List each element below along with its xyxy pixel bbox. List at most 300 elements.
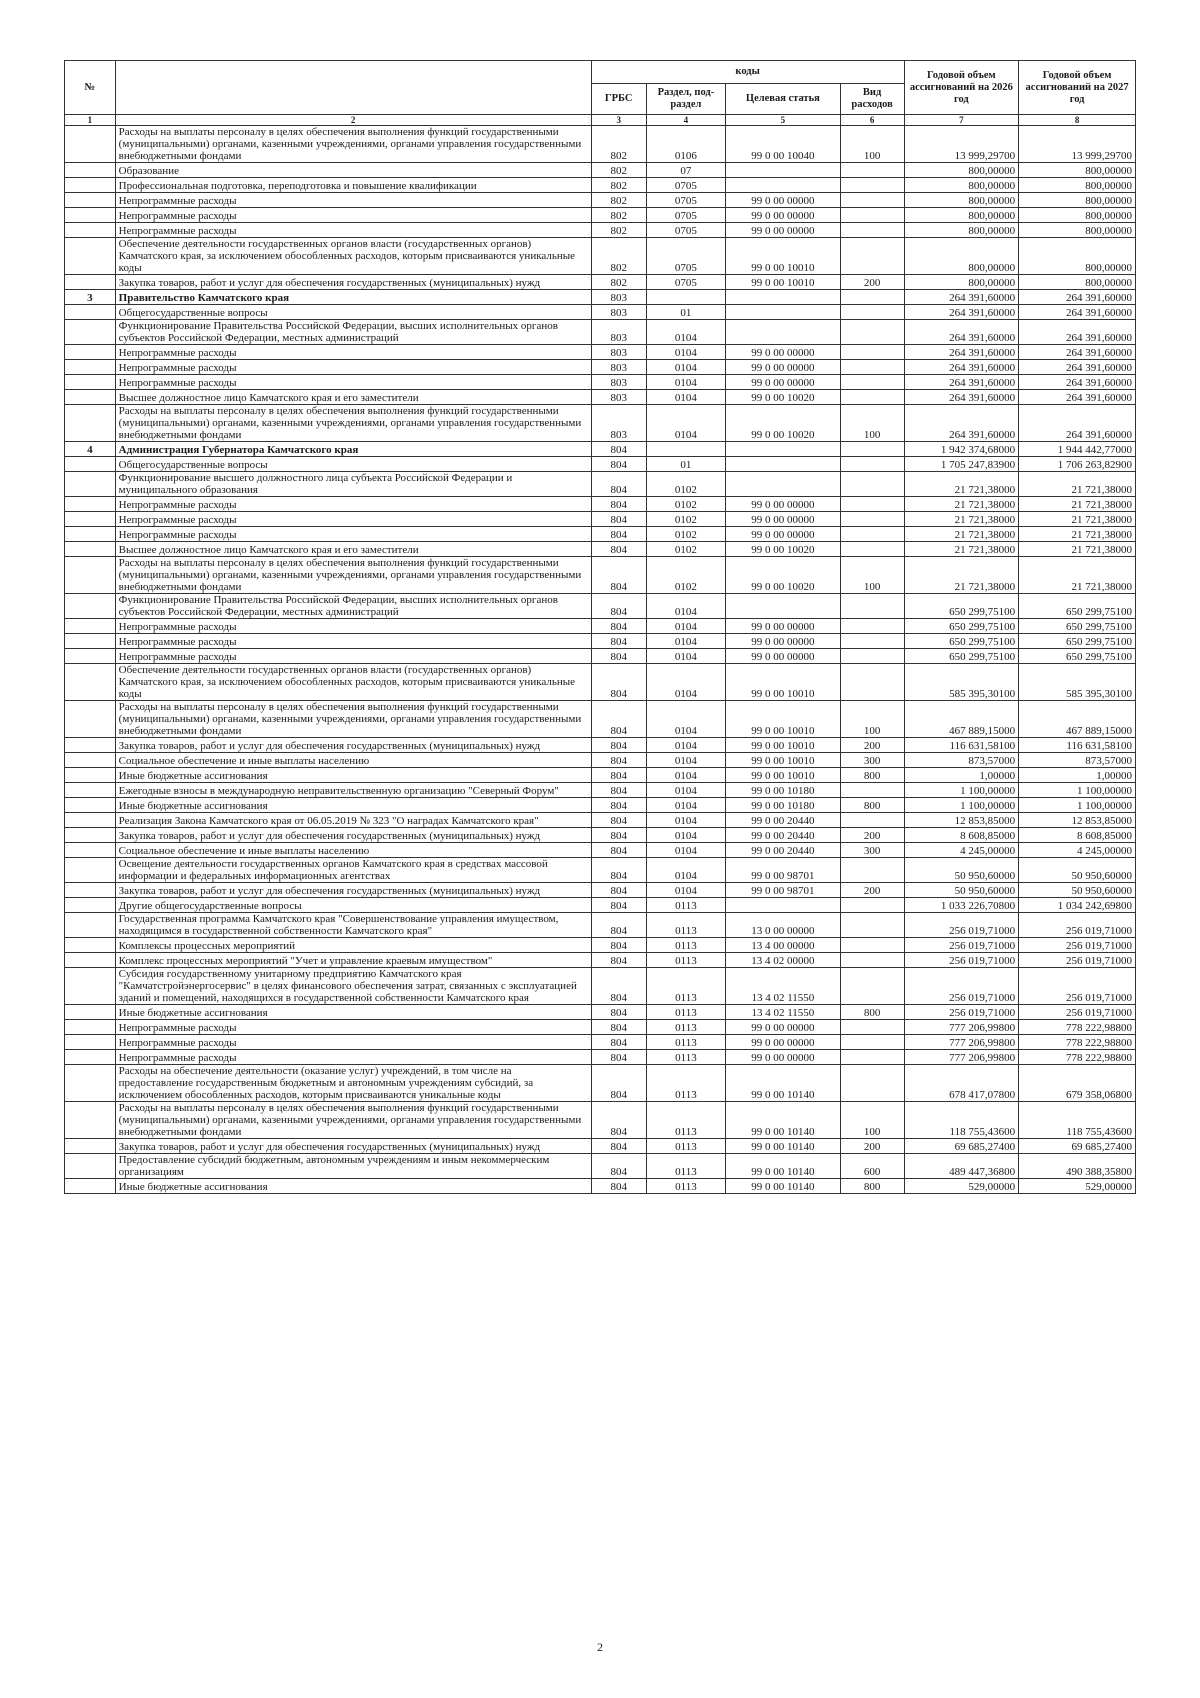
row-volume-2027: 800,00000 bbox=[1019, 178, 1136, 193]
row-grbs: 804 bbox=[591, 828, 646, 843]
row-grbs: 803 bbox=[591, 375, 646, 390]
row-expense-type bbox=[840, 1065, 904, 1102]
row-grbs: 802 bbox=[591, 163, 646, 178]
row-section: 0113 bbox=[646, 1005, 725, 1020]
row-name: Иные бюджетные ассигнования bbox=[115, 798, 591, 813]
row-target: 99 0 00 00000 bbox=[726, 375, 841, 390]
row-expense-type bbox=[840, 290, 904, 305]
row-volume-2027: 800,00000 bbox=[1019, 238, 1136, 275]
row-volume-2026: 21 721,38000 bbox=[904, 472, 1019, 497]
row-volume-2026: 256 019,71000 bbox=[904, 968, 1019, 1005]
table-row bbox=[65, 738, 1136, 753]
row-name: Закупка товаров, работ и услуг для обеспечения государственных (муниципальных) нужд bbox=[115, 1139, 591, 1154]
table-row bbox=[65, 968, 1136, 1005]
row-number bbox=[65, 345, 116, 360]
row-volume-2026: 69 685,27400 bbox=[904, 1139, 1019, 1154]
row-expense-type bbox=[840, 953, 904, 968]
row-expense-type bbox=[840, 457, 904, 472]
row-target: 99 0 00 00000 bbox=[726, 527, 841, 542]
row-target: 99 0 00 20440 bbox=[726, 813, 841, 828]
row-volume-2026: 529,00000 bbox=[904, 1179, 1019, 1194]
table-row bbox=[65, 1020, 1136, 1035]
row-target bbox=[726, 178, 841, 193]
row-grbs: 804 bbox=[591, 442, 646, 457]
column-number: 2 bbox=[115, 115, 591, 126]
row-number bbox=[65, 701, 116, 738]
row-section: 0113 bbox=[646, 953, 725, 968]
table-row bbox=[65, 883, 1136, 898]
row-grbs: 804 bbox=[591, 594, 646, 619]
row-expense-type: 300 bbox=[840, 843, 904, 858]
row-target bbox=[726, 320, 841, 345]
table-row bbox=[65, 898, 1136, 913]
row-target: 99 0 00 00000 bbox=[726, 1020, 841, 1035]
row-expense-type: 200 bbox=[840, 275, 904, 290]
row-expense-type bbox=[840, 813, 904, 828]
row-number bbox=[65, 594, 116, 619]
row-volume-2027: 264 391,60000 bbox=[1019, 320, 1136, 345]
row-name: Обеспечение деятельности государственных органов власти (государственных органов) Камчатского края, за исключением обособленных расходов, которым присваиваются уникальные коды bbox=[115, 664, 591, 701]
column-number: 3 bbox=[591, 115, 646, 126]
row-section: 0104 bbox=[646, 883, 725, 898]
row-expense-type bbox=[840, 649, 904, 664]
row-name: Непрограммные расходы bbox=[115, 512, 591, 527]
row-grbs: 804 bbox=[591, 843, 646, 858]
row-expense-type bbox=[840, 542, 904, 557]
row-number bbox=[65, 275, 116, 290]
row-volume-2026: 264 391,60000 bbox=[904, 320, 1019, 345]
row-number bbox=[65, 1139, 116, 1154]
row-target: 99 0 00 10010 bbox=[726, 275, 841, 290]
row-name: Непрограммные расходы bbox=[115, 497, 591, 512]
row-volume-2027: 21 721,38000 bbox=[1019, 527, 1136, 542]
row-name: Иные бюджетные ассигнования bbox=[115, 1005, 591, 1020]
row-section: 0104 bbox=[646, 738, 725, 753]
column-number: 5 bbox=[726, 115, 841, 126]
column-number: 6 bbox=[840, 115, 904, 126]
row-name: Другие общегосударственные вопросы bbox=[115, 898, 591, 913]
row-grbs: 802 bbox=[591, 275, 646, 290]
row-grbs: 802 bbox=[591, 238, 646, 275]
row-volume-2027: 256 019,71000 bbox=[1019, 1005, 1136, 1020]
header-volume-2026: Годовой объем ассигнований на 2026 год bbox=[904, 61, 1019, 115]
row-target: 13 0 00 00000 bbox=[726, 913, 841, 938]
page-number: 2 bbox=[597, 1640, 603, 1654]
row-volume-2026: 1 033 226,70800 bbox=[904, 898, 1019, 913]
row-target: 99 0 00 10010 bbox=[726, 238, 841, 275]
table-row bbox=[65, 594, 1136, 619]
row-section: 0113 bbox=[646, 1050, 725, 1065]
row-volume-2027: 467 889,15000 bbox=[1019, 701, 1136, 738]
row-expense-type: 100 bbox=[840, 405, 904, 442]
row-volume-2027: 1,00000 bbox=[1019, 768, 1136, 783]
row-volume-2026: 489 447,36800 bbox=[904, 1154, 1019, 1179]
row-volume-2027: 778 222,98800 bbox=[1019, 1035, 1136, 1050]
row-name: Освещение деятельности государственных органов Камчатского края в средствах массовой информации и федеральных информационных агентствах bbox=[115, 858, 591, 883]
table-row bbox=[65, 275, 1136, 290]
table-row bbox=[65, 1050, 1136, 1065]
table-row bbox=[65, 223, 1136, 238]
row-number bbox=[65, 360, 116, 375]
table-row bbox=[65, 843, 1136, 858]
row-volume-2027: 21 721,38000 bbox=[1019, 542, 1136, 557]
row-grbs: 804 bbox=[591, 883, 646, 898]
row-target: 13 4 02 11550 bbox=[726, 968, 841, 1005]
row-volume-2026: 21 721,38000 bbox=[904, 512, 1019, 527]
row-expense-type bbox=[840, 472, 904, 497]
row-volume-2026: 777 206,99800 bbox=[904, 1020, 1019, 1035]
header-target: Целевая статья bbox=[726, 84, 841, 115]
row-expense-type bbox=[840, 858, 904, 883]
budget-allocation-table bbox=[64, 60, 1136, 1194]
row-volume-2027: 873,57000 bbox=[1019, 753, 1136, 768]
row-number bbox=[65, 913, 116, 938]
table-row bbox=[65, 634, 1136, 649]
row-section: 0102 bbox=[646, 527, 725, 542]
row-name: Правительство Камчатского края bbox=[115, 290, 591, 305]
row-name: Комплекс процессных мероприятий "Учет и управление краевым имуществом" bbox=[115, 953, 591, 968]
row-volume-2027: 264 391,60000 bbox=[1019, 305, 1136, 320]
row-number bbox=[65, 953, 116, 968]
row-number bbox=[65, 843, 116, 858]
row-number bbox=[65, 405, 116, 442]
row-number bbox=[65, 798, 116, 813]
row-volume-2026: 264 391,60000 bbox=[904, 360, 1019, 375]
row-volume-2026: 116 631,58100 bbox=[904, 738, 1019, 753]
row-volume-2026: 21 721,38000 bbox=[904, 542, 1019, 557]
row-volume-2027: 264 391,60000 bbox=[1019, 290, 1136, 305]
row-expense-type bbox=[840, 1020, 904, 1035]
row-section: 0705 bbox=[646, 275, 725, 290]
row-expense-type: 100 bbox=[840, 557, 904, 594]
row-volume-2027: 1 706 263,82900 bbox=[1019, 457, 1136, 472]
table-row bbox=[65, 798, 1136, 813]
row-expense-type: 800 bbox=[840, 768, 904, 783]
row-section: 0104 bbox=[646, 768, 725, 783]
row-number bbox=[65, 1154, 116, 1179]
row-target: 99 0 00 10140 bbox=[726, 1179, 841, 1194]
row-grbs: 804 bbox=[591, 527, 646, 542]
row-grbs: 804 bbox=[591, 542, 646, 557]
row-volume-2026: 1 100,00000 bbox=[904, 798, 1019, 813]
row-name: Иные бюджетные ассигнования bbox=[115, 768, 591, 783]
row-expense-type bbox=[840, 375, 904, 390]
row-target: 99 0 00 00000 bbox=[726, 223, 841, 238]
row-target: 99 0 00 10020 bbox=[726, 390, 841, 405]
header-number: № bbox=[65, 61, 116, 115]
row-number bbox=[65, 193, 116, 208]
row-volume-2026: 50 950,60000 bbox=[904, 883, 1019, 898]
row-name: Образование bbox=[115, 163, 591, 178]
row-volume-2026: 256 019,71000 bbox=[904, 938, 1019, 953]
row-expense-type: 200 bbox=[840, 883, 904, 898]
row-grbs: 804 bbox=[591, 753, 646, 768]
row-number bbox=[65, 1035, 116, 1050]
row-volume-2026: 800,00000 bbox=[904, 238, 1019, 275]
column-number: 4 bbox=[646, 115, 725, 126]
row-section: 0104 bbox=[646, 843, 725, 858]
table-row bbox=[65, 290, 1136, 305]
row-grbs: 804 bbox=[591, 1005, 646, 1020]
row-section: 0104 bbox=[646, 360, 725, 375]
column-number: 1 bbox=[65, 115, 116, 126]
row-name: Расходы на выплаты персоналу в целях обеспечения выполнения функций государственными (муниципальными) органами, казенными учреждениями, органами управления государственными внебюджетными фондами bbox=[115, 126, 591, 163]
row-number bbox=[65, 649, 116, 664]
row-volume-2026: 8 608,85000 bbox=[904, 828, 1019, 843]
row-grbs: 804 bbox=[591, 913, 646, 938]
row-volume-2027: 800,00000 bbox=[1019, 163, 1136, 178]
row-name: Предоставление субсидий бюджетным, автономным учреждениям и иным некоммерческим организациям bbox=[115, 1154, 591, 1179]
row-section bbox=[646, 290, 725, 305]
row-volume-2027: 118 755,43600 bbox=[1019, 1102, 1136, 1139]
row-name: Закупка товаров, работ и услуг для обеспечения государственных (муниципальных) нужд bbox=[115, 883, 591, 898]
row-name: Комплексы процессных мероприятий bbox=[115, 938, 591, 953]
row-name: Функционирование Правительства Российской Федерации, высших исполнительных органов субъектов Российской Федерации, местных администраций bbox=[115, 320, 591, 345]
row-target: 99 0 00 10010 bbox=[726, 701, 841, 738]
row-section: 0102 bbox=[646, 557, 725, 594]
row-section: 0113 bbox=[646, 898, 725, 913]
row-number bbox=[65, 390, 116, 405]
row-name: Общегосударственные вопросы bbox=[115, 305, 591, 320]
row-volume-2027: 778 222,98800 bbox=[1019, 1020, 1136, 1035]
table-row bbox=[65, 442, 1136, 457]
row-grbs: 804 bbox=[591, 1179, 646, 1194]
row-number bbox=[65, 634, 116, 649]
row-target: 99 0 00 00000 bbox=[726, 512, 841, 527]
row-expense-type: 100 bbox=[840, 701, 904, 738]
row-name: Высшее должностное лицо Камчатского края и его заместители bbox=[115, 390, 591, 405]
row-volume-2027: 1 034 242,69800 bbox=[1019, 898, 1136, 913]
table-row bbox=[65, 813, 1136, 828]
row-grbs: 803 bbox=[591, 320, 646, 345]
row-number bbox=[65, 783, 116, 798]
row-grbs: 804 bbox=[591, 798, 646, 813]
row-volume-2027: 21 721,38000 bbox=[1019, 512, 1136, 527]
header-expense-type: Вид расходов bbox=[840, 84, 904, 115]
row-target bbox=[726, 472, 841, 497]
row-target: 99 0 00 00000 bbox=[726, 619, 841, 634]
row-section: 0104 bbox=[646, 701, 725, 738]
table-row bbox=[65, 238, 1136, 275]
row-expense-type: 800 bbox=[840, 1005, 904, 1020]
row-volume-2026: 800,00000 bbox=[904, 208, 1019, 223]
row-section: 0106 bbox=[646, 126, 725, 163]
row-expense-type bbox=[840, 783, 904, 798]
row-section: 0102 bbox=[646, 472, 725, 497]
row-section: 0104 bbox=[646, 375, 725, 390]
row-section: 0104 bbox=[646, 634, 725, 649]
row-volume-2027: 650 299,75100 bbox=[1019, 634, 1136, 649]
table-row bbox=[65, 320, 1136, 345]
row-expense-type bbox=[840, 898, 904, 913]
row-section: 0113 bbox=[646, 938, 725, 953]
row-target: 99 0 00 10180 bbox=[726, 798, 841, 813]
row-number bbox=[65, 238, 116, 275]
row-volume-2026: 467 889,15000 bbox=[904, 701, 1019, 738]
row-target: 99 0 00 00000 bbox=[726, 649, 841, 664]
row-number bbox=[65, 664, 116, 701]
table-row bbox=[65, 1139, 1136, 1154]
row-expense-type bbox=[840, 634, 904, 649]
table-row bbox=[65, 828, 1136, 843]
row-number bbox=[65, 898, 116, 913]
row-volume-2027: 256 019,71000 bbox=[1019, 913, 1136, 938]
row-target: 13 4 02 11550 bbox=[726, 1005, 841, 1020]
row-target: 99 0 00 10010 bbox=[726, 753, 841, 768]
budget-table-sheet bbox=[64, 60, 1136, 1194]
row-number bbox=[65, 1050, 116, 1065]
row-target: 99 0 00 10010 bbox=[726, 664, 841, 701]
row-section: 0104 bbox=[646, 783, 725, 798]
row-volume-2027: 264 391,60000 bbox=[1019, 390, 1136, 405]
row-section: 0705 bbox=[646, 223, 725, 238]
row-name: Расходы на обеспечение деятельности (оказание услуг) учреждений, в том числе на предоставление государственным бюджетным и автономным учреждениям субсидий, за исключением обособленных расходов, которым присваиваются уникальные коды bbox=[115, 1065, 591, 1102]
row-expense-type bbox=[840, 390, 904, 405]
table-row bbox=[65, 953, 1136, 968]
row-volume-2027: 256 019,71000 bbox=[1019, 938, 1136, 953]
row-name: Высшее должностное лицо Камчатского края и его заместители bbox=[115, 542, 591, 557]
table-row bbox=[65, 1102, 1136, 1139]
row-expense-type: 100 bbox=[840, 126, 904, 163]
row-number bbox=[65, 753, 116, 768]
row-volume-2027: 679 358,06800 bbox=[1019, 1065, 1136, 1102]
row-name: Государственная программа Камчатского края "Совершенствование управления имуществом, находящимся в государственной собственности Камчатского края" bbox=[115, 913, 591, 938]
row-expense-type bbox=[840, 238, 904, 275]
row-section: 0113 bbox=[646, 1065, 725, 1102]
row-section: 0705 bbox=[646, 208, 725, 223]
table-row bbox=[65, 542, 1136, 557]
row-name: Непрограммные расходы bbox=[115, 193, 591, 208]
row-grbs: 804 bbox=[591, 938, 646, 953]
row-grbs: 804 bbox=[591, 898, 646, 913]
row-target: 99 0 00 00000 bbox=[726, 345, 841, 360]
table-row bbox=[65, 649, 1136, 664]
row-volume-2026: 800,00000 bbox=[904, 223, 1019, 238]
row-number bbox=[65, 1102, 116, 1139]
row-name: Закупка товаров, работ и услуг для обеспечения государственных (муниципальных) нужд bbox=[115, 828, 591, 843]
row-grbs: 804 bbox=[591, 783, 646, 798]
row-number bbox=[65, 375, 116, 390]
row-name: Непрограммные расходы bbox=[115, 375, 591, 390]
row-name: Непрограммные расходы bbox=[115, 527, 591, 542]
row-volume-2027: 264 391,60000 bbox=[1019, 345, 1136, 360]
header-column-numbers bbox=[65, 115, 1136, 126]
row-volume-2026: 873,57000 bbox=[904, 753, 1019, 768]
row-name: Иные бюджетные ассигнования bbox=[115, 1179, 591, 1194]
row-volume-2027: 800,00000 bbox=[1019, 193, 1136, 208]
row-expense-type bbox=[840, 1050, 904, 1065]
row-number bbox=[65, 619, 116, 634]
row-section: 0104 bbox=[646, 813, 725, 828]
row-volume-2026: 21 721,38000 bbox=[904, 497, 1019, 512]
row-volume-2027: 264 391,60000 bbox=[1019, 375, 1136, 390]
header-grbs: ГРБС bbox=[591, 84, 646, 115]
row-volume-2026: 13 999,29700 bbox=[904, 126, 1019, 163]
header-codes: коды bbox=[591, 61, 904, 84]
table-row bbox=[65, 664, 1136, 701]
row-target bbox=[726, 305, 841, 320]
row-volume-2027: 264 391,60000 bbox=[1019, 405, 1136, 442]
table-row bbox=[65, 1005, 1136, 1020]
row-target: 99 0 00 10180 bbox=[726, 783, 841, 798]
row-expense-type: 100 bbox=[840, 1102, 904, 1139]
row-volume-2026: 256 019,71000 bbox=[904, 1005, 1019, 1020]
row-number bbox=[65, 968, 116, 1005]
table-row bbox=[65, 913, 1136, 938]
table-row bbox=[65, 1065, 1136, 1102]
row-volume-2027: 585 395,30100 bbox=[1019, 664, 1136, 701]
column-number: 7 bbox=[904, 115, 1019, 126]
table-row bbox=[65, 619, 1136, 634]
row-grbs: 802 bbox=[591, 193, 646, 208]
table-row bbox=[65, 208, 1136, 223]
row-grbs: 803 bbox=[591, 290, 646, 305]
table-row bbox=[65, 163, 1136, 178]
row-volume-2026: 264 391,60000 bbox=[904, 405, 1019, 442]
row-section: 0113 bbox=[646, 913, 725, 938]
row-volume-2027: 21 721,38000 bbox=[1019, 557, 1136, 594]
row-grbs: 804 bbox=[591, 619, 646, 634]
row-number bbox=[65, 813, 116, 828]
row-expense-type bbox=[840, 619, 904, 634]
row-section: 01 bbox=[646, 457, 725, 472]
row-expense-type: 300 bbox=[840, 753, 904, 768]
table-header bbox=[65, 61, 1136, 126]
row-grbs: 804 bbox=[591, 664, 646, 701]
row-number bbox=[65, 126, 116, 163]
row-section: 0113 bbox=[646, 1154, 725, 1179]
row-volume-2026: 264 391,60000 bbox=[904, 305, 1019, 320]
row-volume-2026: 800,00000 bbox=[904, 178, 1019, 193]
row-volume-2026: 650 299,75100 bbox=[904, 594, 1019, 619]
row-target bbox=[726, 898, 841, 913]
row-target bbox=[726, 442, 841, 457]
table-row bbox=[65, 1035, 1136, 1050]
row-name: Администрация Губернатора Камчатского края bbox=[115, 442, 591, 457]
row-grbs: 804 bbox=[591, 457, 646, 472]
row-target: 99 0 00 10020 bbox=[726, 557, 841, 594]
row-number: 3 bbox=[65, 290, 116, 305]
row-grbs: 804 bbox=[591, 1065, 646, 1102]
table-body bbox=[65, 126, 1136, 1194]
row-target: 99 0 00 00000 bbox=[726, 193, 841, 208]
row-volume-2026: 1,00000 bbox=[904, 768, 1019, 783]
row-expense-type bbox=[840, 968, 904, 1005]
row-number bbox=[65, 738, 116, 753]
row-name: Расходы на выплаты персоналу в целях обеспечения выполнения функций государственными (муниципальными) органами, казенными учреждениями, органами управления государственными внебюджетными фондами bbox=[115, 701, 591, 738]
row-volume-2027: 800,00000 bbox=[1019, 275, 1136, 290]
table-row bbox=[65, 768, 1136, 783]
row-number: 4 bbox=[65, 442, 116, 457]
row-grbs: 804 bbox=[591, 701, 646, 738]
row-grbs: 803 bbox=[591, 360, 646, 375]
row-number bbox=[65, 557, 116, 594]
row-name: Расходы на выплаты персоналу в целях обеспечения выполнения функций государственными (муниципальными) органами, казенными учреждениями, органами управления государственными внебюджетными фондами bbox=[115, 557, 591, 594]
row-grbs: 802 bbox=[591, 178, 646, 193]
row-section: 0113 bbox=[646, 1020, 725, 1035]
row-expense-type bbox=[840, 208, 904, 223]
row-name: Закупка товаров, работ и услуг для обеспечения государственных (муниципальных) нужд bbox=[115, 275, 591, 290]
row-volume-2026: 4 245,00000 bbox=[904, 843, 1019, 858]
row-grbs: 804 bbox=[591, 557, 646, 594]
row-section: 0104 bbox=[646, 664, 725, 701]
table-row bbox=[65, 527, 1136, 542]
header-name-blank bbox=[115, 61, 591, 115]
table-row bbox=[65, 178, 1136, 193]
row-target: 99 0 00 00000 bbox=[726, 1035, 841, 1050]
row-target: 99 0 00 00000 bbox=[726, 1050, 841, 1065]
row-name: Непрограммные расходы bbox=[115, 345, 591, 360]
